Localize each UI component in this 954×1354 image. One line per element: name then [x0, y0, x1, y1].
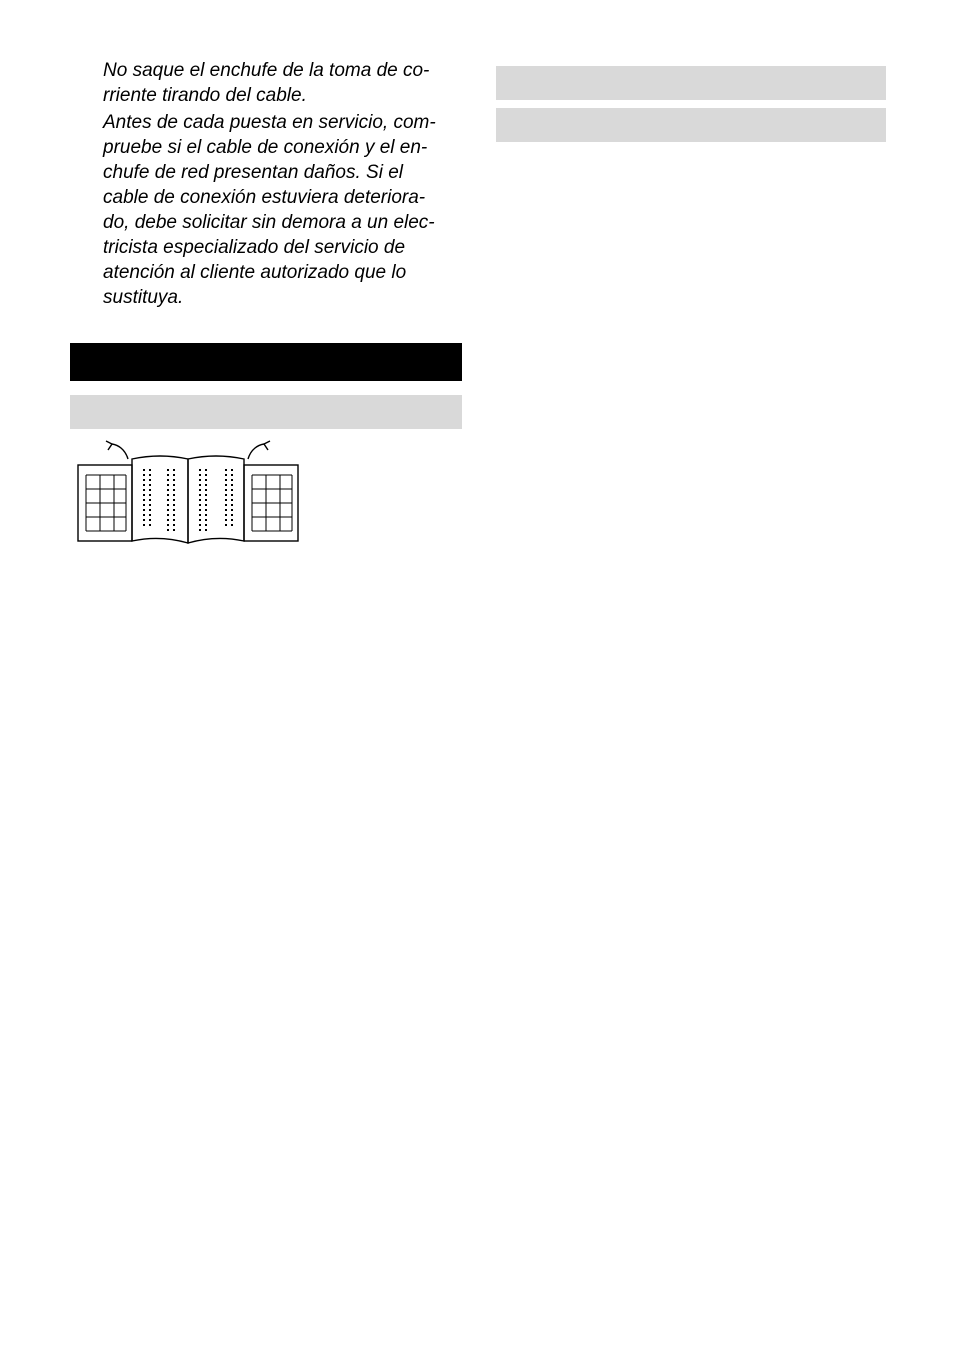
left-column: [70, 58, 462, 551]
unfold-pages-illustration: [70, 439, 462, 549]
safety-item-row: [70, 58, 462, 108]
right-column: [496, 58, 886, 200]
figure-1-ref: [496, 150, 886, 175]
start-title: [496, 108, 886, 142]
before-start-title: [496, 66, 886, 100]
safety-item-row: [70, 110, 462, 310]
footer-lang: [448, 1297, 452, 1322]
safety-item: No saque el enchufe de la toma de co- rriente tirando del cable.: [103, 60, 430, 106]
safety-list-italic: [70, 58, 462, 310]
safety-item: Antes de cada puesta en servicio, com- pruebe si el cable de conexión y el en- chufe de red presentan daños. Si el cable de conexión estuviera deteriora- do, debe solicitar sin demora a un elec- tricista especializado del servicio de atención al cliente autorizado que lo sustituya.: [103, 112, 436, 308]
figure-2-ref: [496, 175, 886, 200]
section-title: [70, 343, 462, 381]
book-icon: [70, 439, 310, 549]
subsection-title: [70, 395, 462, 429]
